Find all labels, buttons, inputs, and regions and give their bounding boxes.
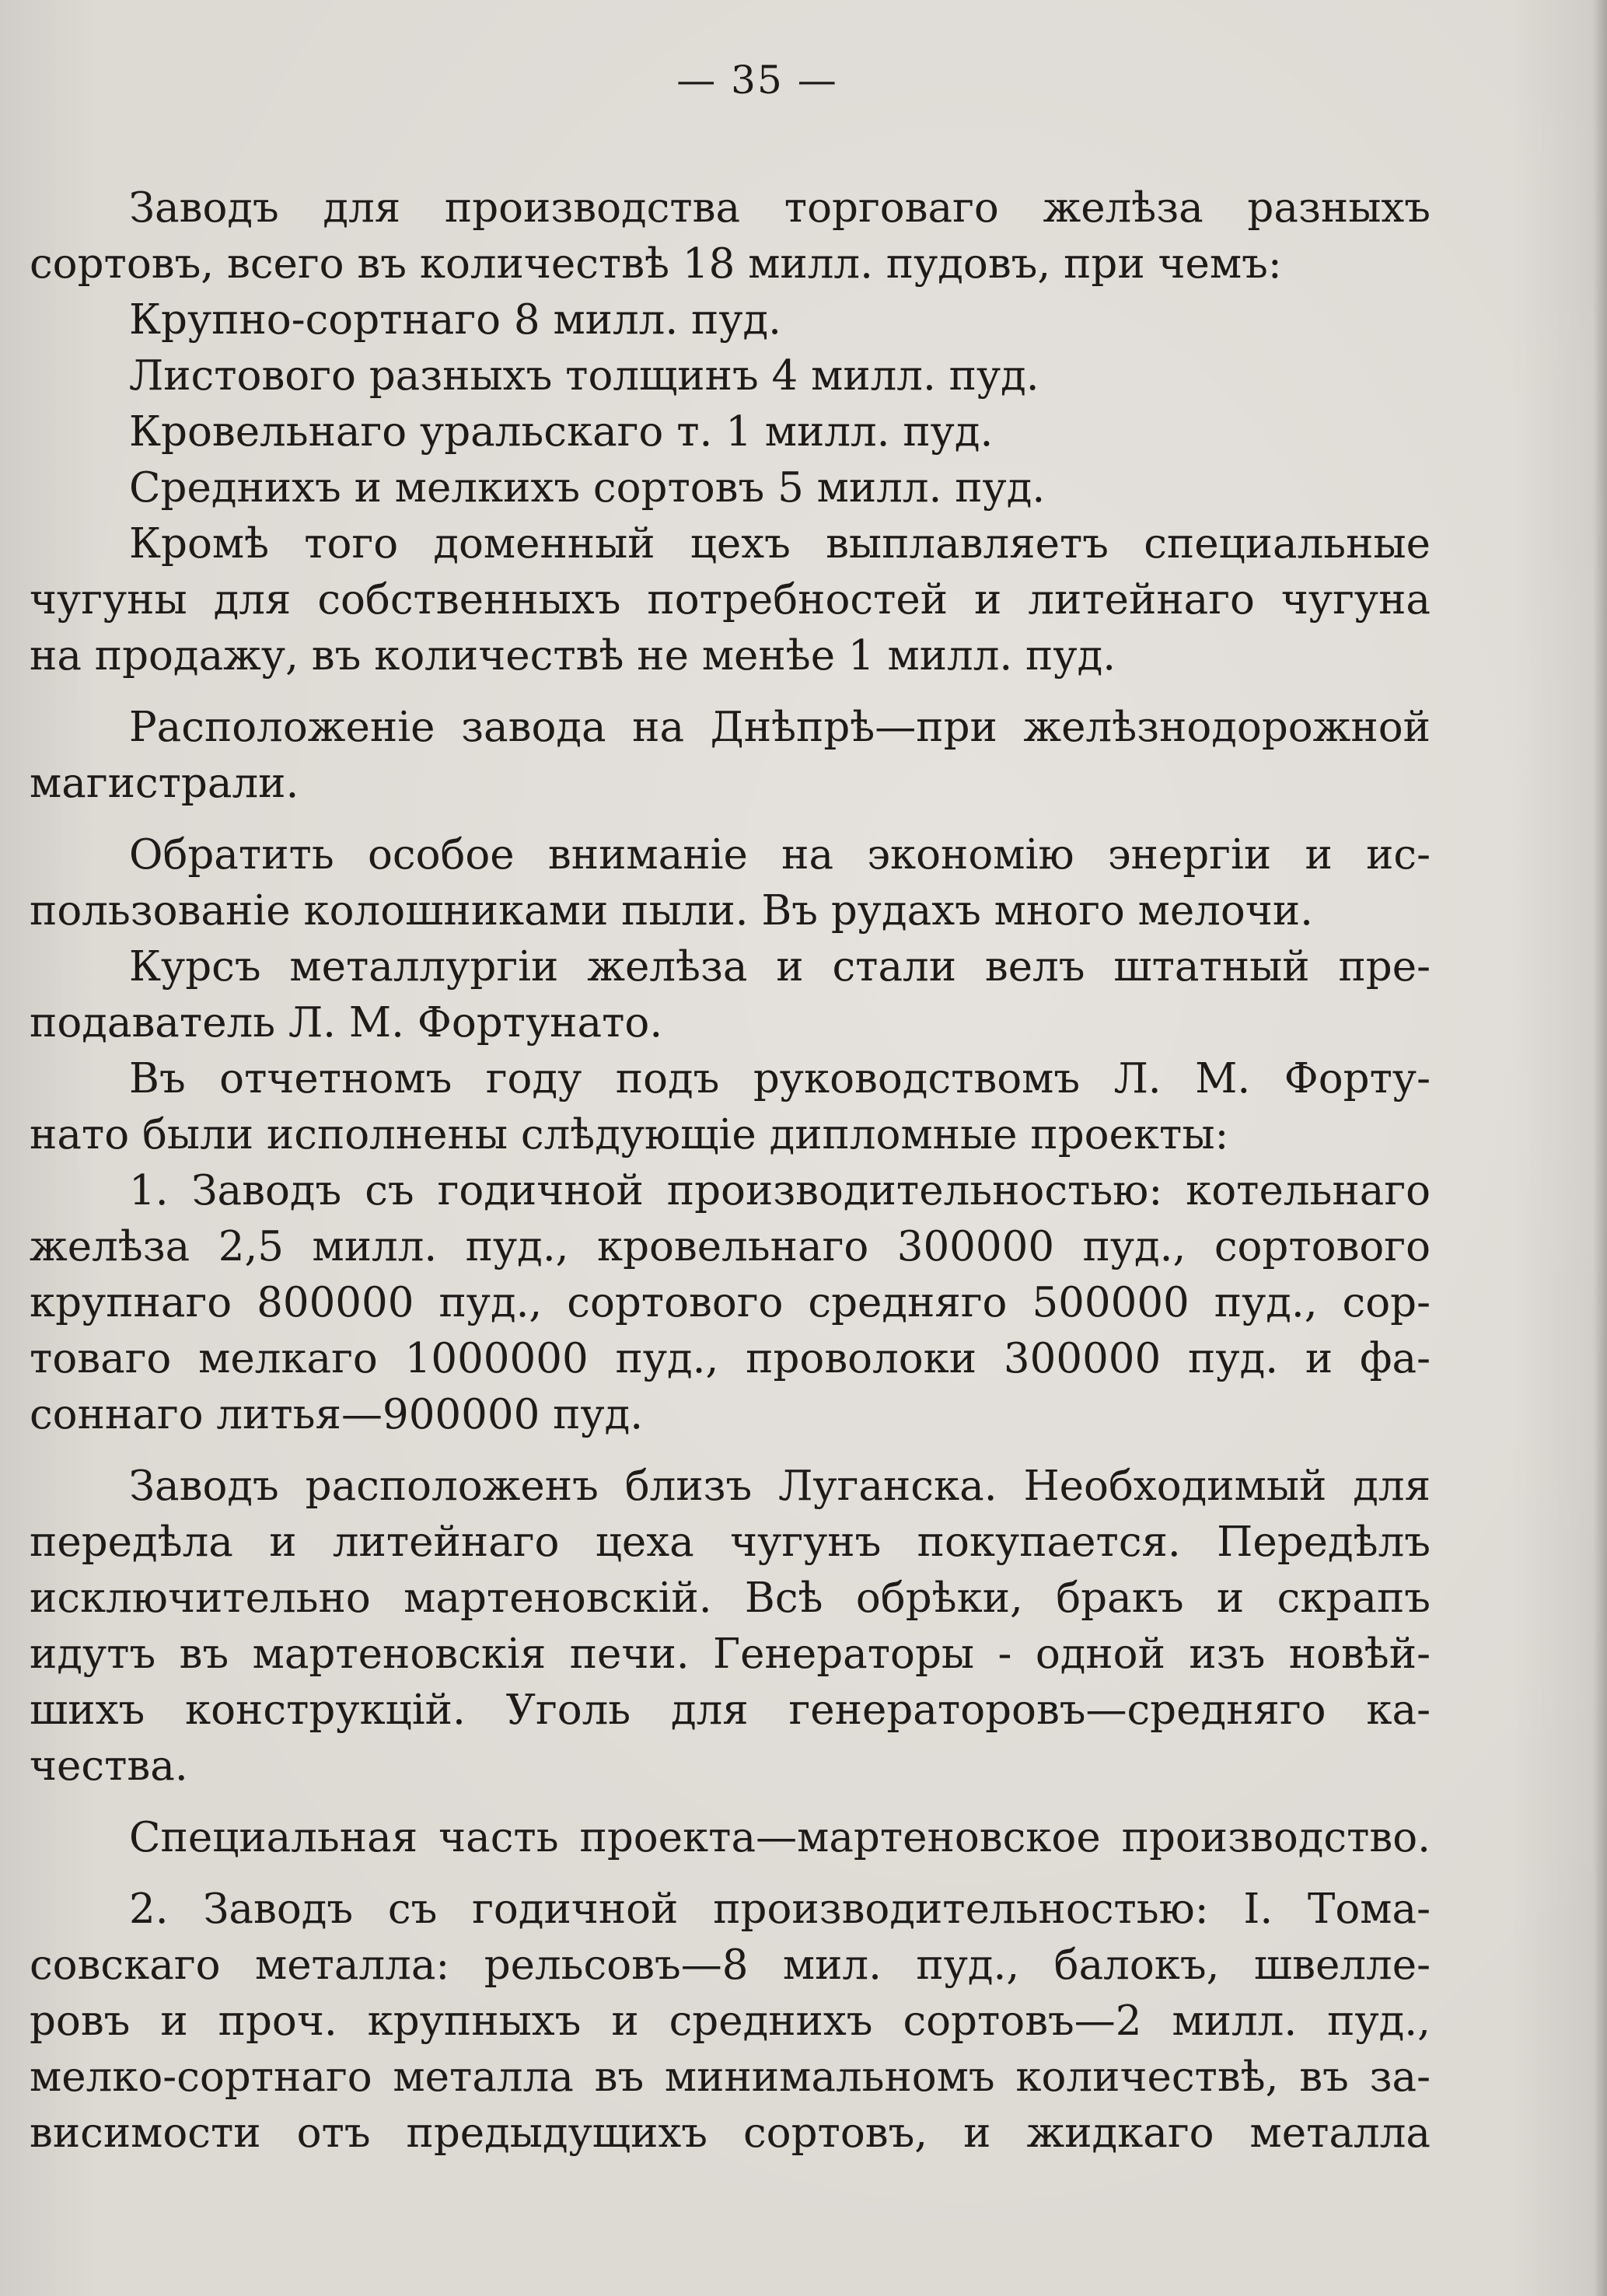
text-line: Расположенiе завода на Днѣпрѣ—при желѣзнодорожной bbox=[129, 704, 1431, 751]
text-line: Специальная часть проекта—мартеновское производство. bbox=[129, 1814, 1431, 1861]
text-line: идутъ въ мартеновскiя печи. Генераторы - одной изъ новѣй- bbox=[30, 1630, 1431, 1678]
text-line: мелко-сортнаго металла въ минимальномъ количествѣ, въ за- bbox=[30, 2053, 1431, 2101]
text-line: Кромѣ того доменный цехъ выплавляетъ специальные bbox=[129, 520, 1431, 568]
text-line: крупнаго 800000 пуд., сортового средняго 500000 пуд., сор- bbox=[30, 1279, 1431, 1326]
text-line: совскаго металла: рельсовъ—8 мил. пуд., балокъ, швелле- bbox=[30, 1941, 1431, 1989]
text-line: товаго мелкаго 1000000 пуд., проволоки 300000 пуд. и фа- bbox=[30, 1335, 1431, 1382]
text-line: висимости отъ предыдущихъ сортовъ, и жидкаго металла bbox=[30, 2109, 1431, 2157]
text-line: подаватель Л. М. Фортунато. bbox=[30, 999, 663, 1047]
text-line: сортовъ, всего въ количествѣ 18 милл. пудовъ, при чемъ: bbox=[30, 240, 1282, 288]
text-line: Листового разныхъ толщинъ 4 милл. пуд. bbox=[129, 352, 1039, 400]
text-line: 2. Заводъ съ годичной производительностью: I. Тома- bbox=[129, 1885, 1431, 1933]
text-line: Кровельнаго уральскаго т. 1 милл. пуд. bbox=[129, 408, 994, 456]
text-line: Въ отчетномъ году подъ руководствомъ Л. М. Форту- bbox=[129, 1055, 1431, 1103]
text-lines bbox=[30, 180, 1431, 2161]
text-line: 1. Заводъ съ годичной производительностью: котельнаго bbox=[129, 1167, 1431, 1214]
text-line: передѣла и литейнаго цеха чугунъ покупается. Передѣлъ bbox=[30, 1518, 1431, 1566]
text-line: чугуны для собственныхъ потребностей и литейнаго чугуна bbox=[30, 576, 1431, 624]
text-line: соннаго литья—900000 пуд. bbox=[30, 1391, 644, 1438]
text-line: Заводъ для производства торговаго желѣза разныхъ bbox=[129, 184, 1431, 232]
text-line: пользованiе колошниками пыли. Въ рудахъ много мелочи. bbox=[30, 887, 1314, 935]
text-line: магистрали. bbox=[30, 760, 299, 807]
text-line: желѣза 2,5 милл. пуд., кровельнаго 300000 пуд., сортового bbox=[30, 1223, 1431, 1270]
text-line: шихъ конструкцiй. Уголь для генераторовъ—средняго ка- bbox=[30, 1686, 1431, 1734]
text-line: Заводъ расположенъ близъ Луганска. Необходимый для bbox=[129, 1463, 1431, 1510]
text-line: на продажу, въ количествѣ не менѣе 1 милл. пуд. bbox=[30, 632, 1116, 680]
text-line: исключительно мартеновскiй. Всѣ обрѣки, бракъ и скрапъ bbox=[30, 1574, 1431, 1622]
page-edge-shadow bbox=[1593, 0, 1607, 2296]
text-line: Курсъ металлургiи желѣза и стали велъ штатный пре- bbox=[129, 943, 1431, 991]
text-line: Крупно-сортнаго 8 милл. пуд. bbox=[129, 296, 782, 344]
text-line: Обратить особое вниманiе на экономiю энергiи и ис- bbox=[129, 831, 1431, 879]
text-line: чества. bbox=[30, 1742, 188, 1790]
text-line: Среднихъ и мелкихъ сортовъ 5 милл. пуд. bbox=[129, 464, 1046, 512]
text-line: ровъ и проч. крупныхъ и среднихъ сортовъ—2 милл. пуд., bbox=[30, 1997, 1431, 2045]
text-line: нато были исполнены слѣдующiе дипломные проекты: bbox=[30, 1111, 1229, 1158]
page-number: — 35 — bbox=[676, 58, 838, 103]
page-text bbox=[30, 47, 1431, 2161]
